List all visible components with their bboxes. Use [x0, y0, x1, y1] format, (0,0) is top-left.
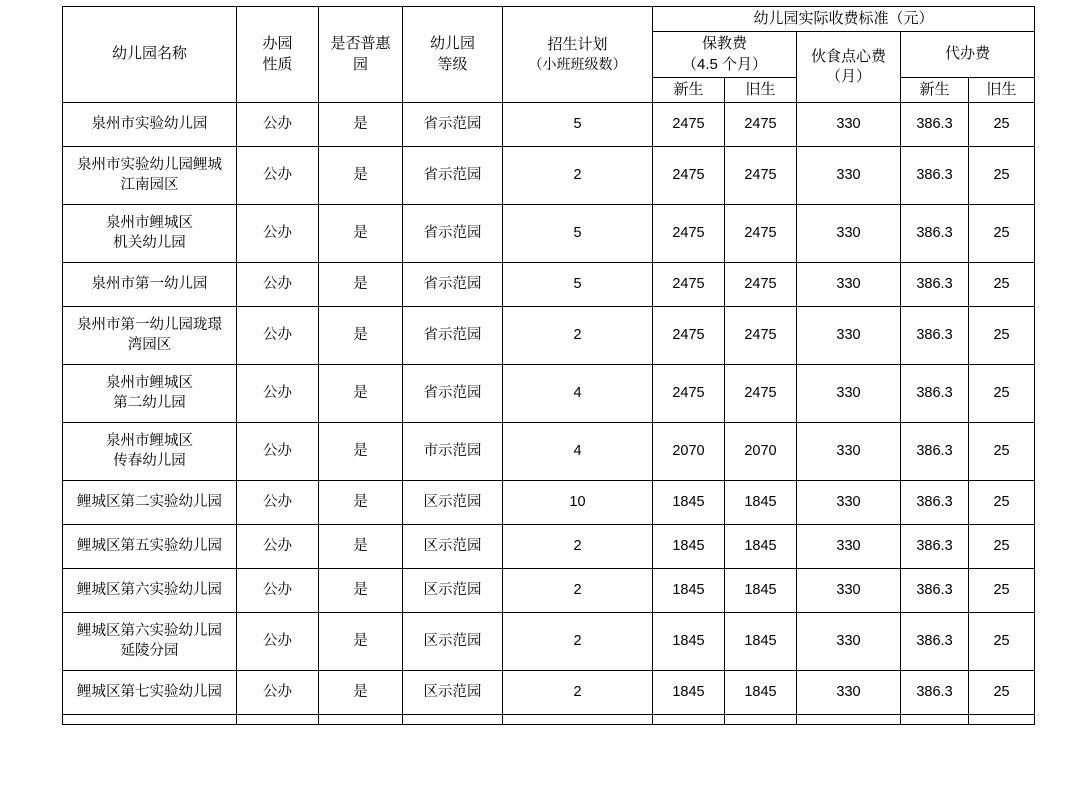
header-care-old: 旧生: [725, 77, 797, 102]
cell-nature: 公办: [237, 525, 319, 569]
cell-nature: 公办: [237, 671, 319, 715]
cell-level: 市示范园: [403, 423, 503, 481]
header-nature-line2: 性质: [262, 55, 293, 73]
cell-plan: 5: [503, 205, 653, 263]
cell-nature: 公办: [237, 613, 319, 671]
header-meal-fee-line2: （月）: [825, 68, 871, 86]
cell-name: 鲤城区第七实验幼儿园: [63, 671, 237, 715]
cell-care-old: 1845: [725, 525, 797, 569]
cell-care-old: 1845: [725, 481, 797, 525]
cell-level: 省示范园: [403, 263, 503, 307]
cell-inclusive: 是: [319, 263, 403, 307]
cell-agency-new: 386.3: [901, 365, 969, 423]
cell-meal: 330: [797, 481, 901, 525]
cell-agency-new: 386.3: [901, 671, 969, 715]
table-header: [63, 7, 1035, 103]
header-level-line2: 等级: [437, 55, 468, 73]
cell-name: 泉州市鲤城区 第二幼儿园: [63, 365, 237, 423]
cell-meal: 330: [797, 263, 901, 307]
cell-inclusive: 是: [319, 147, 403, 205]
header-care-new: 新生: [653, 77, 725, 102]
cell-inclusive: 是: [319, 481, 403, 525]
cell-agency-new: 386.3: [901, 569, 969, 613]
cell-level: 区示范园: [403, 613, 503, 671]
header-plan: [503, 7, 653, 103]
cell-inclusive: 是: [319, 307, 403, 365]
cell-partial: [653, 715, 725, 725]
cell-care-new: 1845: [653, 569, 725, 613]
cell-care-old: 2070: [725, 423, 797, 481]
cell-plan: 2: [503, 307, 653, 365]
cell-care-new: 2475: [653, 365, 725, 423]
cell-care-old: 2475: [725, 263, 797, 307]
cell-meal: 330: [797, 671, 901, 715]
header-nature: [237, 7, 319, 103]
cell-care-new: 1845: [653, 671, 725, 715]
cell-partial: [797, 715, 901, 725]
cell-inclusive: 是: [319, 569, 403, 613]
cell-meal: 330: [797, 423, 901, 481]
cell-care-old: 2475: [725, 147, 797, 205]
header-care-fee-line1: 保教费: [701, 35, 747, 53]
cell-level: 区示范园: [403, 481, 503, 525]
cell-agency-new: 386.3: [901, 423, 969, 481]
table-row: [63, 613, 1035, 671]
cell-care-old: 2475: [725, 365, 797, 423]
table-row: [63, 671, 1035, 715]
cell-nature: 公办: [237, 307, 319, 365]
cell-partial: [725, 715, 797, 725]
table-row: [63, 481, 1035, 525]
cell-care-old: 1845: [725, 671, 797, 715]
cell-level: 省示范园: [403, 205, 503, 263]
table-row: [63, 423, 1035, 481]
cell-care-new: 2475: [653, 307, 725, 365]
header-inclusive-line2: 园: [352, 55, 368, 73]
header-row-group: [63, 7, 1035, 32]
cell-name: 鲤城区第六实验幼儿园 延陵分园: [63, 613, 237, 671]
cell-care-new: 2475: [653, 147, 725, 205]
cell-plan: 5: [503, 263, 653, 307]
cell-nature: 公办: [237, 365, 319, 423]
table-row-partial: [63, 715, 1035, 725]
cell-meal: 330: [797, 103, 901, 147]
table-row: [63, 263, 1035, 307]
header-level-line1: 幼儿园: [429, 35, 475, 53]
table-body: [63, 103, 1035, 725]
cell-name: 泉州市实验幼儿园: [63, 103, 237, 147]
cell-agency-old: 25: [969, 307, 1035, 365]
header-plan-line1: 招生计划: [547, 35, 608, 53]
header-inclusive: [319, 7, 403, 103]
cell-care-old: 1845: [725, 613, 797, 671]
cell-meal: 330: [797, 205, 901, 263]
cell-plan: 2: [503, 671, 653, 715]
cell-care-old: 2475: [725, 205, 797, 263]
cell-name: 鲤城区第二实验幼儿园: [63, 481, 237, 525]
cell-agency-old: 25: [969, 481, 1035, 525]
header-meal-fee-line1: 伙食点心费: [810, 47, 886, 65]
cell-agency-old: 25: [969, 569, 1035, 613]
cell-agency-old: 25: [969, 525, 1035, 569]
header-care-fee: [653, 32, 797, 78]
cell-plan: 2: [503, 569, 653, 613]
table-row: [63, 103, 1035, 147]
cell-partial: [403, 715, 503, 725]
cell-agency-old: 25: [969, 147, 1035, 205]
cell-care-new: 2475: [653, 205, 725, 263]
header-nature-line1: 办园: [262, 35, 293, 53]
cell-inclusive: 是: [319, 205, 403, 263]
header-meal-fee: [797, 32, 901, 103]
cell-care-new: 1845: [653, 613, 725, 671]
table-row: [63, 569, 1035, 613]
table-row: [63, 307, 1035, 365]
cell-agency-new: 386.3: [901, 103, 969, 147]
cell-plan: 10: [503, 481, 653, 525]
cell-nature: 公办: [237, 423, 319, 481]
cell-partial: [969, 715, 1035, 725]
header-care-fee-line2: （4.5 个月）: [681, 55, 768, 73]
cell-nature: 公办: [237, 263, 319, 307]
table-row: [63, 147, 1035, 205]
header-agency-old: 旧生: [969, 77, 1035, 102]
cell-plan: 2: [503, 525, 653, 569]
cell-agency-new: 386.3: [901, 525, 969, 569]
kindergarten-fee-table: [62, 6, 1035, 725]
cell-level: 区示范园: [403, 525, 503, 569]
cell-nature: 公办: [237, 103, 319, 147]
cell-inclusive: 是: [319, 613, 403, 671]
cell-plan: 5: [503, 103, 653, 147]
cell-level: 省示范园: [403, 365, 503, 423]
cell-plan: 2: [503, 613, 653, 671]
cell-agency-old: 25: [969, 365, 1035, 423]
cell-plan: 2: [503, 147, 653, 205]
cell-inclusive: 是: [319, 671, 403, 715]
cell-inclusive: 是: [319, 525, 403, 569]
cell-agency-new: 386.3: [901, 481, 969, 525]
cell-meal: 330: [797, 613, 901, 671]
cell-name: 鲤城区第六实验幼儿园: [63, 569, 237, 613]
cell-name: 泉州市鲤城区 机关幼儿园: [63, 205, 237, 263]
cell-partial: [503, 715, 653, 725]
cell-agency-new: 386.3: [901, 307, 969, 365]
cell-plan: 4: [503, 423, 653, 481]
cell-inclusive: 是: [319, 423, 403, 481]
cell-inclusive: 是: [319, 103, 403, 147]
table-row: [63, 205, 1035, 263]
cell-care-old: 2475: [725, 103, 797, 147]
cell-name: 泉州市鲤城区 传春幼儿园: [63, 423, 237, 481]
table-row: [63, 525, 1035, 569]
header-name: 幼儿园名称: [63, 7, 237, 103]
cell-level: 区示范园: [403, 671, 503, 715]
cell-agency-old: 25: [969, 671, 1035, 715]
cell-level: 省示范园: [403, 307, 503, 365]
header-plan-line2: （小班班级数）: [528, 56, 627, 73]
cell-partial: [901, 715, 969, 725]
cell-agency-new: 386.3: [901, 147, 969, 205]
cell-care-new: 1845: [653, 481, 725, 525]
cell-nature: 公办: [237, 481, 319, 525]
cell-meal: 330: [797, 365, 901, 423]
cell-care-new: 2475: [653, 103, 725, 147]
cell-name: 泉州市第一幼儿园珑璟 湾园区: [63, 307, 237, 365]
table-row: [63, 365, 1035, 423]
header-agency-fee: 代办费: [901, 32, 1035, 78]
cell-agency-old: 25: [969, 263, 1035, 307]
cell-name: 鲤城区第五实验幼儿园: [63, 525, 237, 569]
cell-meal: 330: [797, 569, 901, 613]
cell-nature: 公办: [237, 147, 319, 205]
cell-level: 省示范园: [403, 147, 503, 205]
cell-partial: [237, 715, 319, 725]
cell-nature: 公办: [237, 569, 319, 613]
cell-level: 省示范园: [403, 103, 503, 147]
cell-nature: 公办: [237, 205, 319, 263]
cell-agency-old: 25: [969, 205, 1035, 263]
cell-meal: 330: [797, 307, 901, 365]
cell-level: 区示范园: [403, 569, 503, 613]
cell-agency-old: 25: [969, 103, 1035, 147]
cell-agency-new: 386.3: [901, 263, 969, 307]
cell-care-new: 2475: [653, 263, 725, 307]
cell-meal: 330: [797, 147, 901, 205]
cell-partial: [63, 715, 237, 725]
cell-meal: 330: [797, 525, 901, 569]
cell-care-old: 2475: [725, 307, 797, 365]
cell-agency-old: 25: [969, 423, 1035, 481]
cell-agency-new: 386.3: [901, 613, 969, 671]
cell-partial: [319, 715, 403, 725]
cell-care-new: 2070: [653, 423, 725, 481]
cell-agency-new: 386.3: [901, 205, 969, 263]
header-actual-fee-group: 幼儿园实际收费标准（元）: [653, 7, 1035, 32]
cell-care-old: 1845: [725, 569, 797, 613]
header-level: [403, 7, 503, 103]
header-agency-new: 新生: [901, 77, 969, 102]
cell-agency-old: 25: [969, 613, 1035, 671]
header-inclusive-line1: 是否普惠: [330, 35, 391, 53]
cell-name: 泉州市实验幼儿园鲤城 江南园区: [63, 147, 237, 205]
cell-inclusive: 是: [319, 365, 403, 423]
cell-plan: 4: [503, 365, 653, 423]
cell-name: 泉州市第一幼儿园: [63, 263, 237, 307]
cell-care-new: 1845: [653, 525, 725, 569]
